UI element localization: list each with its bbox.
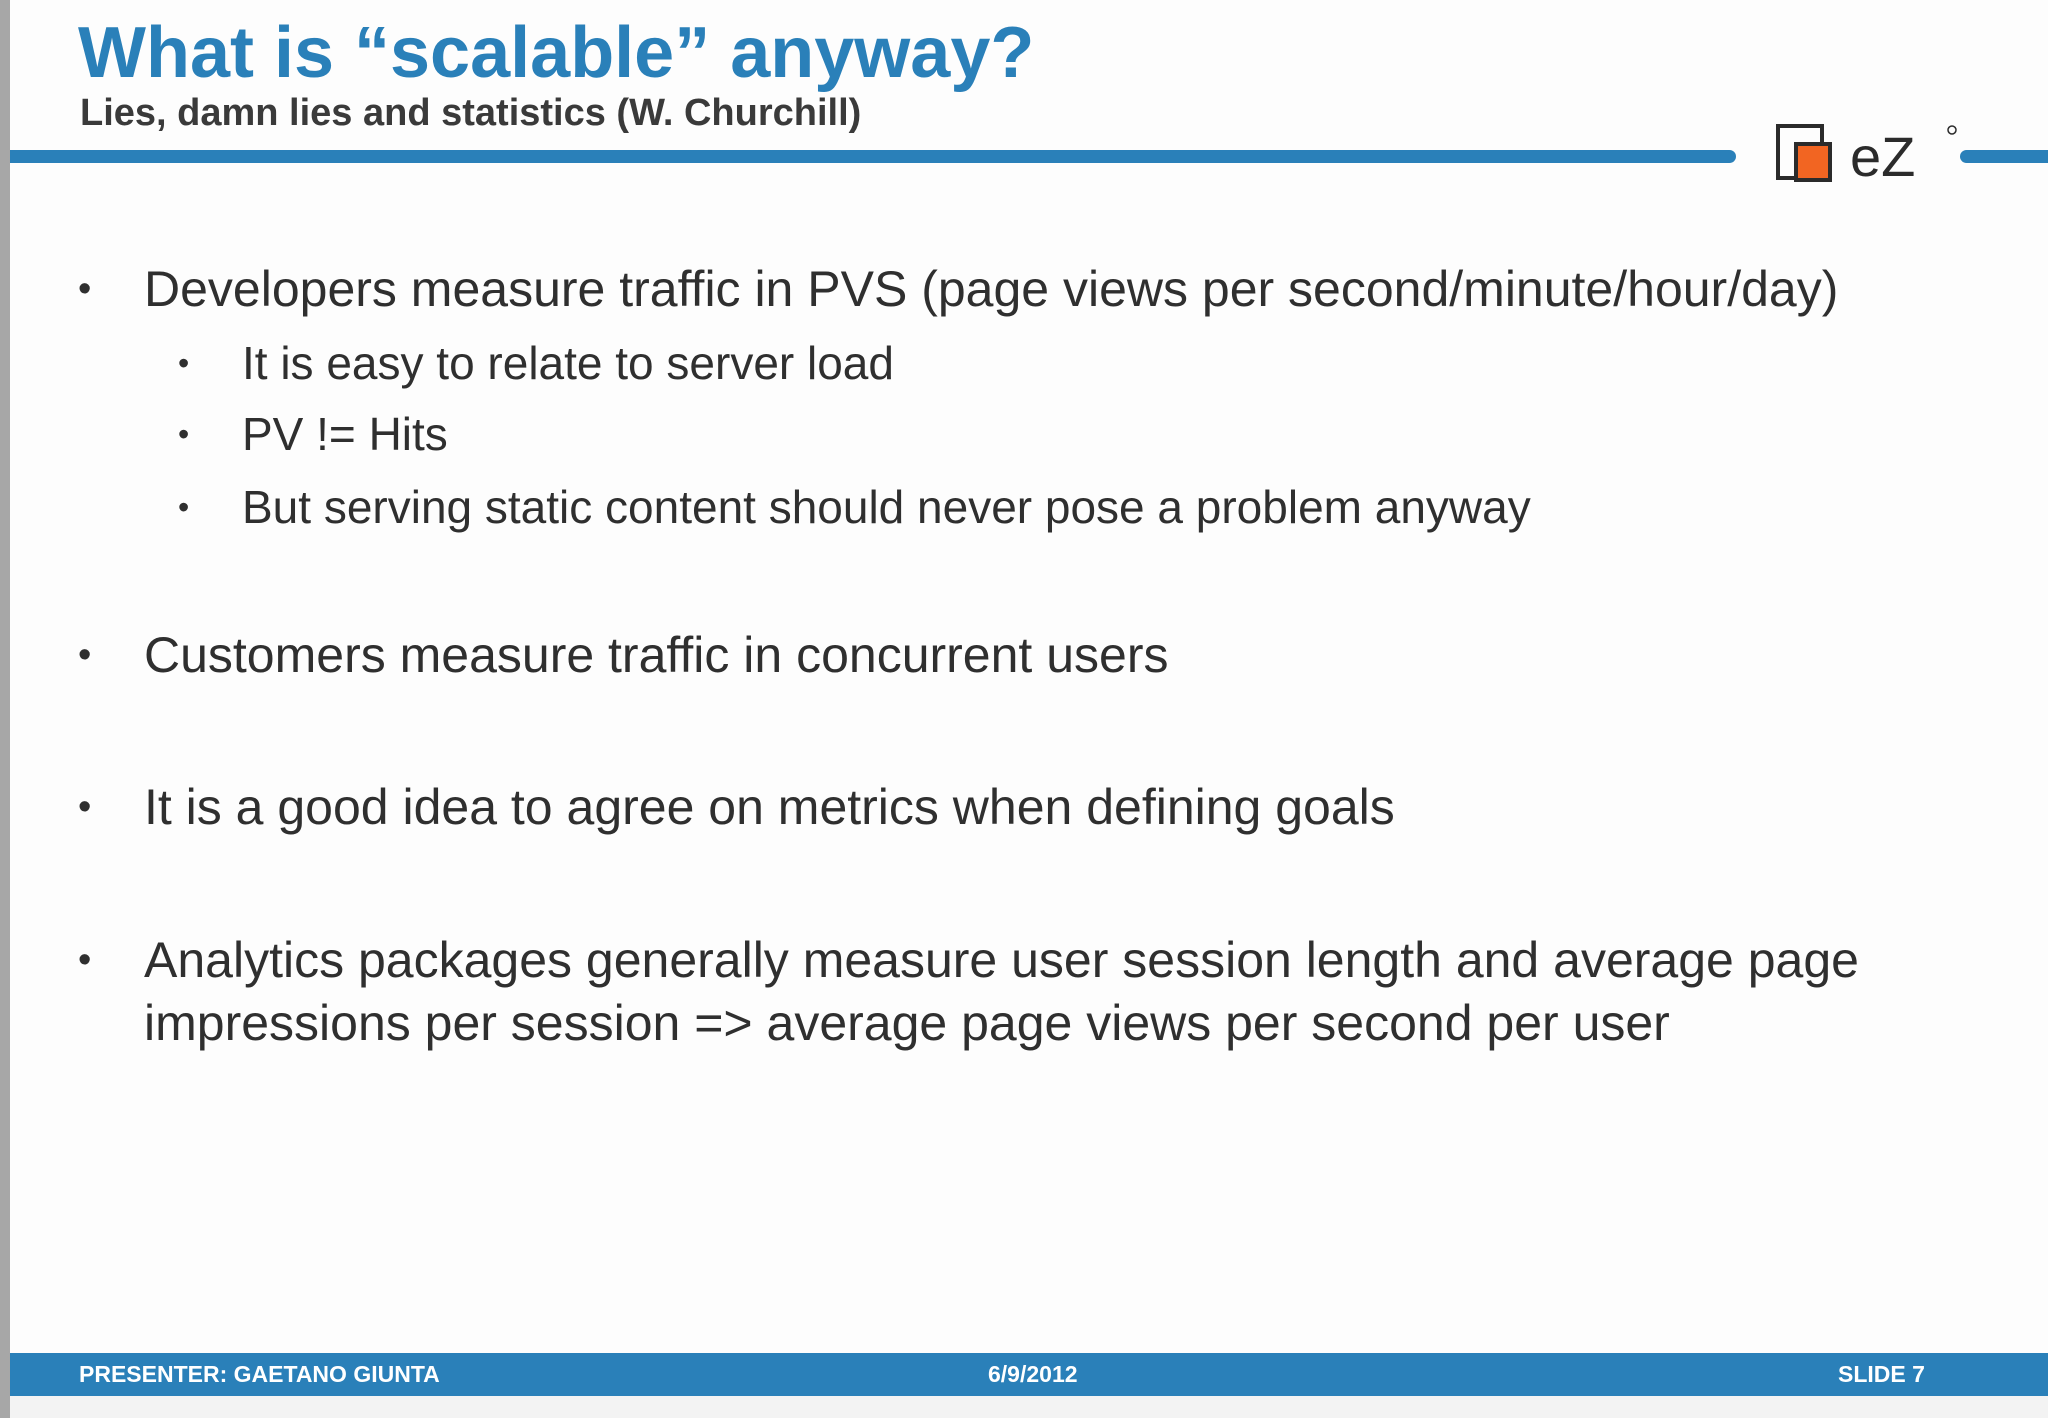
- slide-content: [10, 0, 2048, 1300]
- bullet-text: Customers measure traffic in concurrent users: [144, 627, 1169, 683]
- footer-date: 6/9/2012: [988, 1361, 1078, 1387]
- bullet-icon: •: [78, 268, 92, 310]
- slide-title: What is “scalable” anyway?: [78, 13, 1035, 93]
- bullet-text-line-1: Analytics packages generally measure user session length and average page: [144, 932, 1859, 988]
- bullet-icon: •: [178, 345, 190, 381]
- logo-text: eZ: [1850, 125, 1916, 188]
- bullet-icon: •: [178, 416, 190, 452]
- slide: [10, 0, 2048, 1418]
- bullet-icon: •: [78, 786, 92, 828]
- bullet-text-line-2: impressions per session => average page views per second per user: [144, 995, 1670, 1051]
- sub-bullet-text: But serving static content should never pose a problem anyway: [242, 481, 1531, 533]
- footer-presenter: PRESENTER: GAETANO GIUNTA: [79, 1361, 440, 1387]
- slide-subtitle: Lies, damn lies and statistics (W. Churchill): [80, 92, 862, 134]
- slide-footer: [10, 1353, 2048, 1396]
- sub-bullet-text: PV != Hits: [242, 408, 448, 460]
- bullet-icon: •: [78, 634, 92, 676]
- sub-bullet-text: It is easy to relate to server load: [242, 337, 894, 389]
- footer-slide-number: SLIDE 7: [1838, 1361, 1925, 1387]
- bullet-text: It is a good idea to agree on metrics when defining goals: [144, 779, 1395, 835]
- bullet-icon: •: [178, 489, 190, 525]
- bottom-strip: [10, 1396, 2048, 1418]
- left-edge-bar: [0, 0, 10, 1418]
- bullet-icon: •: [78, 939, 92, 981]
- bullet-text: Developers measure traffic in PVS (page views per second/minute/hour/day): [144, 261, 1839, 317]
